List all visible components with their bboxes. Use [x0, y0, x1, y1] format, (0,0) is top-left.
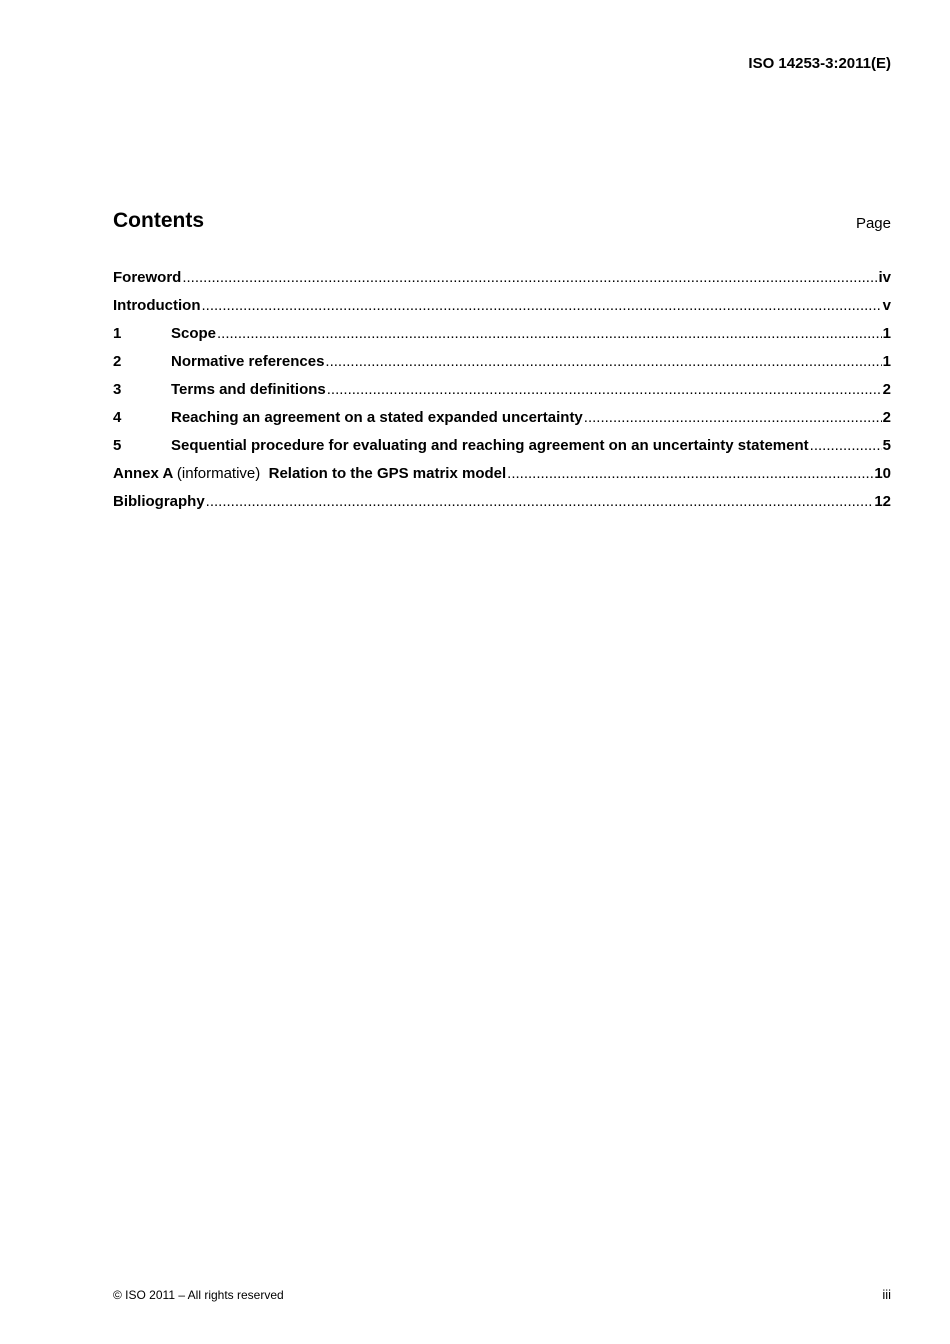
toc-leader-dots	[182, 268, 877, 288]
toc-entry-page: 12	[874, 493, 891, 510]
toc-entry-label: Bibliography	[113, 493, 205, 510]
page-column-label: Page	[855, 215, 891, 232]
toc-entry-foreword[interactable]	[113, 268, 891, 296]
toc-leader-dots	[507, 464, 873, 484]
annex-prefix: Annex A	[113, 465, 173, 482]
toc-leader-dots	[325, 352, 881, 372]
toc-entry-label: Normative references	[171, 353, 325, 370]
toc-entry-annex-a[interactable]	[113, 464, 891, 492]
toc-entry-label: Scope	[171, 325, 217, 342]
toc-leader-dots	[206, 492, 874, 512]
toc-entry-page: 10	[874, 465, 891, 482]
toc-entry-bibliography[interactable]	[113, 492, 891, 520]
toc-entry-page: 1	[882, 353, 891, 370]
toc-entry-page: 5	[882, 437, 891, 454]
toc-leader-dots	[327, 380, 882, 400]
toc-entry-label: Reaching an agreement on a stated expanded uncertainty	[171, 409, 583, 426]
toc-entry-page: 1	[882, 325, 891, 342]
contents-heading: Contents	[113, 209, 204, 232]
toc-entry-label: Introduction	[113, 297, 201, 314]
toc-entry-page: 2	[882, 409, 891, 426]
toc-entry-label: Sequential procedure for evaluating and reaching agreement on an uncertainty statement	[171, 437, 809, 454]
toc-entry-page: 2	[882, 381, 891, 398]
toc-entry-sequential-procedure[interactable]	[113, 436, 891, 464]
toc-entry-label	[113, 464, 506, 484]
toc-entry-number: 2	[113, 353, 122, 370]
toc-entry-reaching-agreement[interactable]	[113, 408, 891, 436]
annex-note: (informative)	[176, 465, 261, 482]
copyright-notice: © ISO 2011 – All rights reserved	[113, 1288, 284, 1302]
toc-entry-introduction[interactable]	[113, 296, 891, 324]
toc-entry-number: 1	[113, 325, 122, 342]
toc-entry-page: iv	[878, 269, 891, 286]
toc-leader-dots	[584, 408, 882, 428]
toc-entry-label: Foreword	[113, 269, 182, 286]
toc-entry-number: 5	[113, 437, 122, 454]
toc-leader-dots	[217, 324, 882, 344]
toc-entry-terms-and-definitions[interactable]	[113, 380, 891, 408]
toc-leader-dots	[201, 296, 881, 316]
table-of-contents	[113, 268, 891, 520]
page-number: iii	[882, 1287, 891, 1302]
toc-entry-normative-references[interactable]	[113, 352, 891, 380]
toc-leader-dots	[810, 436, 882, 456]
toc-entry-scope[interactable]	[113, 324, 891, 352]
annex-title: Relation to the GPS matrix model	[268, 465, 507, 482]
toc-entry-number: 4	[113, 409, 122, 426]
toc-entry-page: v	[882, 297, 891, 314]
toc-entry-label: Terms and definitions	[171, 381, 326, 398]
document-id: ISO 14253-3:2011(E)	[748, 55, 891, 72]
toc-entry-number: 3	[113, 381, 122, 398]
